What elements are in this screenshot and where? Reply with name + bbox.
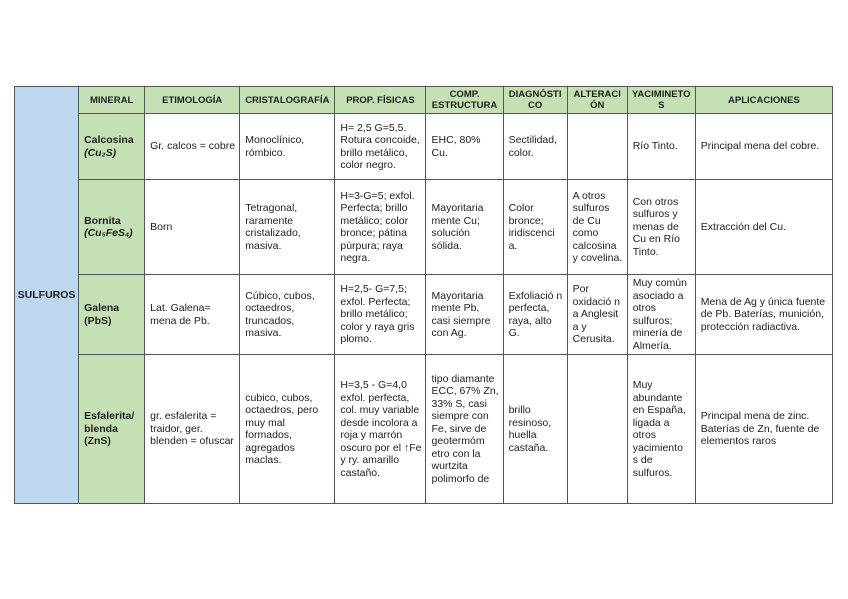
mineral-name: Galena (PbS) — [79, 275, 145, 355]
alteracion-cell — [567, 355, 627, 504]
prop-fisicas-cell: H= 2,5 G=5,5. Rotura concoide, brillo metálico, color negro. — [335, 114, 426, 180]
table-row — [15, 275, 833, 355]
table-row — [15, 180, 833, 275]
etimologia-cell: Born — [145, 180, 240, 275]
comp-cell: Mayoritaria mente Pb, casi siempre con Ag. — [426, 275, 503, 355]
aplicaciones-cell: Principal mena de zinc. Baterías de Zn, fuente de elementos raros — [695, 355, 832, 504]
prop-fisicas-cell: H=2,5- G=7,5; exfol. Perfecta; brillo metálico; color y raya gris plomo. — [335, 275, 426, 355]
diagnostico-cell: Sectilidad, color. — [503, 114, 567, 180]
alteracion-cell: Por oxidació n a Anglesit a y Cerusita. — [567, 275, 627, 355]
comp-cell: Mayoritaria mente Cu; solución sólida. — [426, 180, 503, 275]
yacimientos-cell: Río Tinto. — [627, 114, 695, 180]
prop-fisicas-cell: H=3,5 - G=4,0 exfol. perfecta, col. muy variable desde incolora a roja y marrón oscuro por el ↑Fe y ry. amarillo castaño. — [335, 355, 426, 504]
alteracion-cell — [567, 114, 627, 180]
cristalografia-cell: Cúbico, cubos, octaedros, truncados, masiva. — [240, 275, 335, 355]
header-diagnostico: DIAGNÓSTI CO — [503, 87, 567, 114]
mineral-name: Calcosina (Cu₂S) — [79, 114, 145, 180]
yacimientos-cell: Con otros sulfuros y menas de Cu en Río Tinto. — [627, 180, 695, 275]
aplicaciones-cell: Extracción del Cu. — [695, 180, 832, 275]
header-aplicaciones: APLICACIONES — [695, 87, 832, 114]
etimologia-cell: Lat. Galena= mena de Pb. — [145, 275, 240, 355]
cristalografia-cell: cubico, cubos, octaedros, pero muy mal formados, agregados maclas. — [240, 355, 335, 504]
etimologia-cell: gr. esfalerita = traidor, ger. blenden = ofuscar — [145, 355, 240, 504]
group-label: SULFUROS — [15, 87, 79, 504]
header-yacimientos: YACIMINETO S — [627, 87, 695, 114]
aplicaciones-cell: Mena de Ag y única fuente de Pb. Baterías, munición, protección radiactiva. — [695, 275, 832, 355]
header-mineral: MINERAL — [79, 87, 145, 114]
mineral-name: Bornita (Cu₅FeS₄) — [79, 180, 145, 275]
yacimientos-cell: Muy común asociado a otros sulfuros; minería de Almería. — [627, 275, 695, 355]
alteracion-cell: A otros sulfuros de Cu como calcosina y covelina. — [567, 180, 627, 275]
mineral-name: Esfalerita/ blenda (ZnS) — [79, 355, 145, 504]
diagnostico-cell: Exfoliació n perfecta, raya, alto G. — [503, 275, 567, 355]
header-prop-fisicas: PROP. FÍSICAS — [335, 87, 426, 114]
prop-fisicas-cell: H=3-G=5; exfol. Perfecta; brillo metálico; color bronce; pátina púrpura; raya negra. — [335, 180, 426, 275]
cristalografia-cell: Monoclínico, rómbico. — [240, 114, 335, 180]
yacimientos-cell: Muy abundante en España, ligada a otros yacimiento s de sulfuros. — [627, 355, 695, 504]
cristalografia-cell: Tetragonal, raramente cristalizado, masiva. — [240, 180, 335, 275]
etimologia-cell: Gr. calcos = cobre — [145, 114, 240, 180]
diagnostico-cell: brillo resinoso, huella castaña. — [503, 355, 567, 504]
diagnostico-cell: Color bronce; iridiscenci a. — [503, 180, 567, 275]
header-row — [15, 87, 833, 114]
header-alteracion: ALTERACI ÓN — [567, 87, 627, 114]
aplicaciones-cell: Principal mena del cobre. — [695, 114, 832, 180]
comp-cell: tipo diamante ECC, 67% Zn, 33% S, casi siempre con Fe, sirve de geotermóm etro con la wurtzita polimorfo de — [426, 355, 503, 504]
header-comp-estructura: COMP. ESTRUCTURA — [426, 87, 503, 114]
table-row — [15, 355, 833, 504]
header-cristalografia: CRISTALOGRAFÍA — [240, 87, 335, 114]
table-row — [15, 114, 833, 180]
comp-cell: EHC, 80% Cu. — [426, 114, 503, 180]
minerals-table — [14, 86, 833, 504]
header-etimologia: ETIMOLOGÍA — [145, 87, 240, 114]
